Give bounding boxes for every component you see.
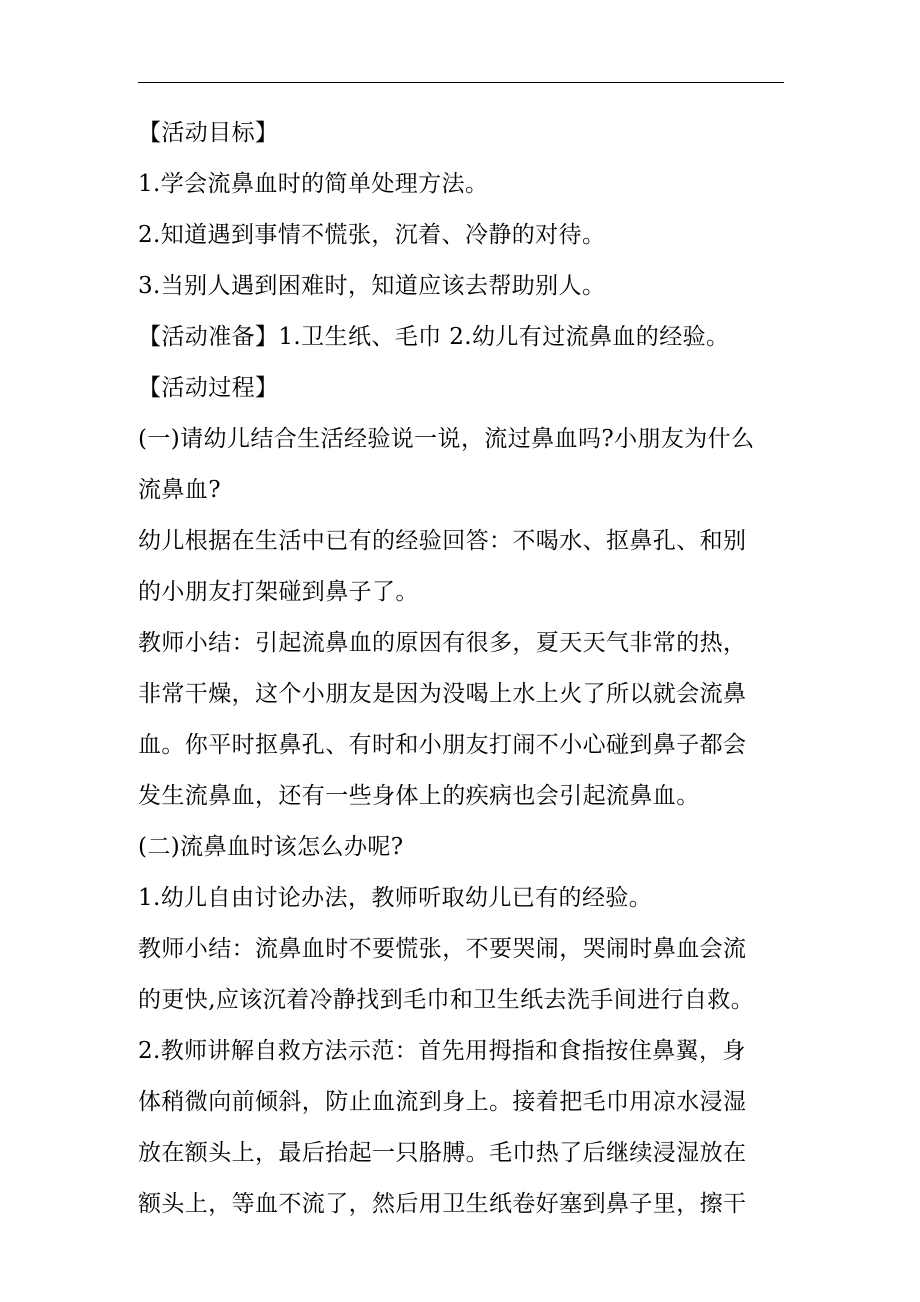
section-heading-goals: 【活动目标】 bbox=[138, 120, 279, 146]
text-line: 3.当别人遇到困难时，知道应该去帮助别人。 bbox=[138, 273, 606, 299]
header-rule bbox=[138, 82, 784, 83]
text-line: 非常干燥，这个小朋友是因为没喝上水上火了所以就会流鼻 bbox=[138, 681, 747, 707]
text-line: 2.知道遇到事情不慌张，沉着、冷静的对待。 bbox=[138, 222, 606, 248]
text-line: 的更快,应该沉着冷静找到毛巾和卫生纸去洗手间进行自救。 bbox=[138, 987, 755, 1013]
text-line: 2.教师讲解自救方法示范：首先用拇指和食指按住鼻翼，身 bbox=[138, 1038, 746, 1064]
text-line: 教师小结：流鼻血时不要慌张，不要哭闹，哭闹时鼻血会流 bbox=[138, 936, 747, 962]
text-line: 1.幼儿自由讨论办法，教师听取幼儿已有的经验。 bbox=[138, 885, 653, 911]
section-heading-preparation: 【活动准备】1.卫生纸、毛巾 2.幼儿有过流鼻血的经验。 bbox=[138, 324, 730, 350]
section-heading-process: 【活动过程】 bbox=[138, 375, 279, 401]
text-line: 流鼻血? bbox=[138, 477, 221, 503]
text-line: 体稍微向前倾斜，防止血流到身上。接着把毛巾用凉水浸湿 bbox=[138, 1089, 747, 1115]
text-line: 的小朋友打架碰到鼻子了。 bbox=[138, 579, 419, 605]
document-body bbox=[138, 108, 786, 1230]
text-line: 教师小结：引起流鼻血的原因有很多，夏天天气非常的热， bbox=[138, 630, 747, 656]
text-line: 幼儿根据在生活中已有的经验回答：不喝水、抠鼻孔、和别 bbox=[138, 528, 747, 554]
text-line: 额头上，等血不流了，然后用卫生纸卷好塞到鼻子里，擦干 bbox=[138, 1191, 747, 1217]
text-line: (二)流鼻血时该怎么办呢? bbox=[138, 834, 404, 860]
text-line: 发生流鼻血，还有一些身体上的疾病也会引起流鼻血。 bbox=[138, 783, 700, 809]
text-line: 放在额头上，最后抬起一只胳膊。毛巾热了后继续浸湿放在 bbox=[138, 1140, 747, 1166]
text-line: 血。你平时抠鼻孔、有时和小朋友打闹不小心碰到鼻子都会 bbox=[138, 732, 747, 758]
text-line: 1.学会流鼻血时的简单处理方法。 bbox=[138, 171, 489, 197]
text-line: (一)请幼儿结合生活经验说一说，流过鼻血吗?小朋友为什么 bbox=[138, 426, 755, 452]
